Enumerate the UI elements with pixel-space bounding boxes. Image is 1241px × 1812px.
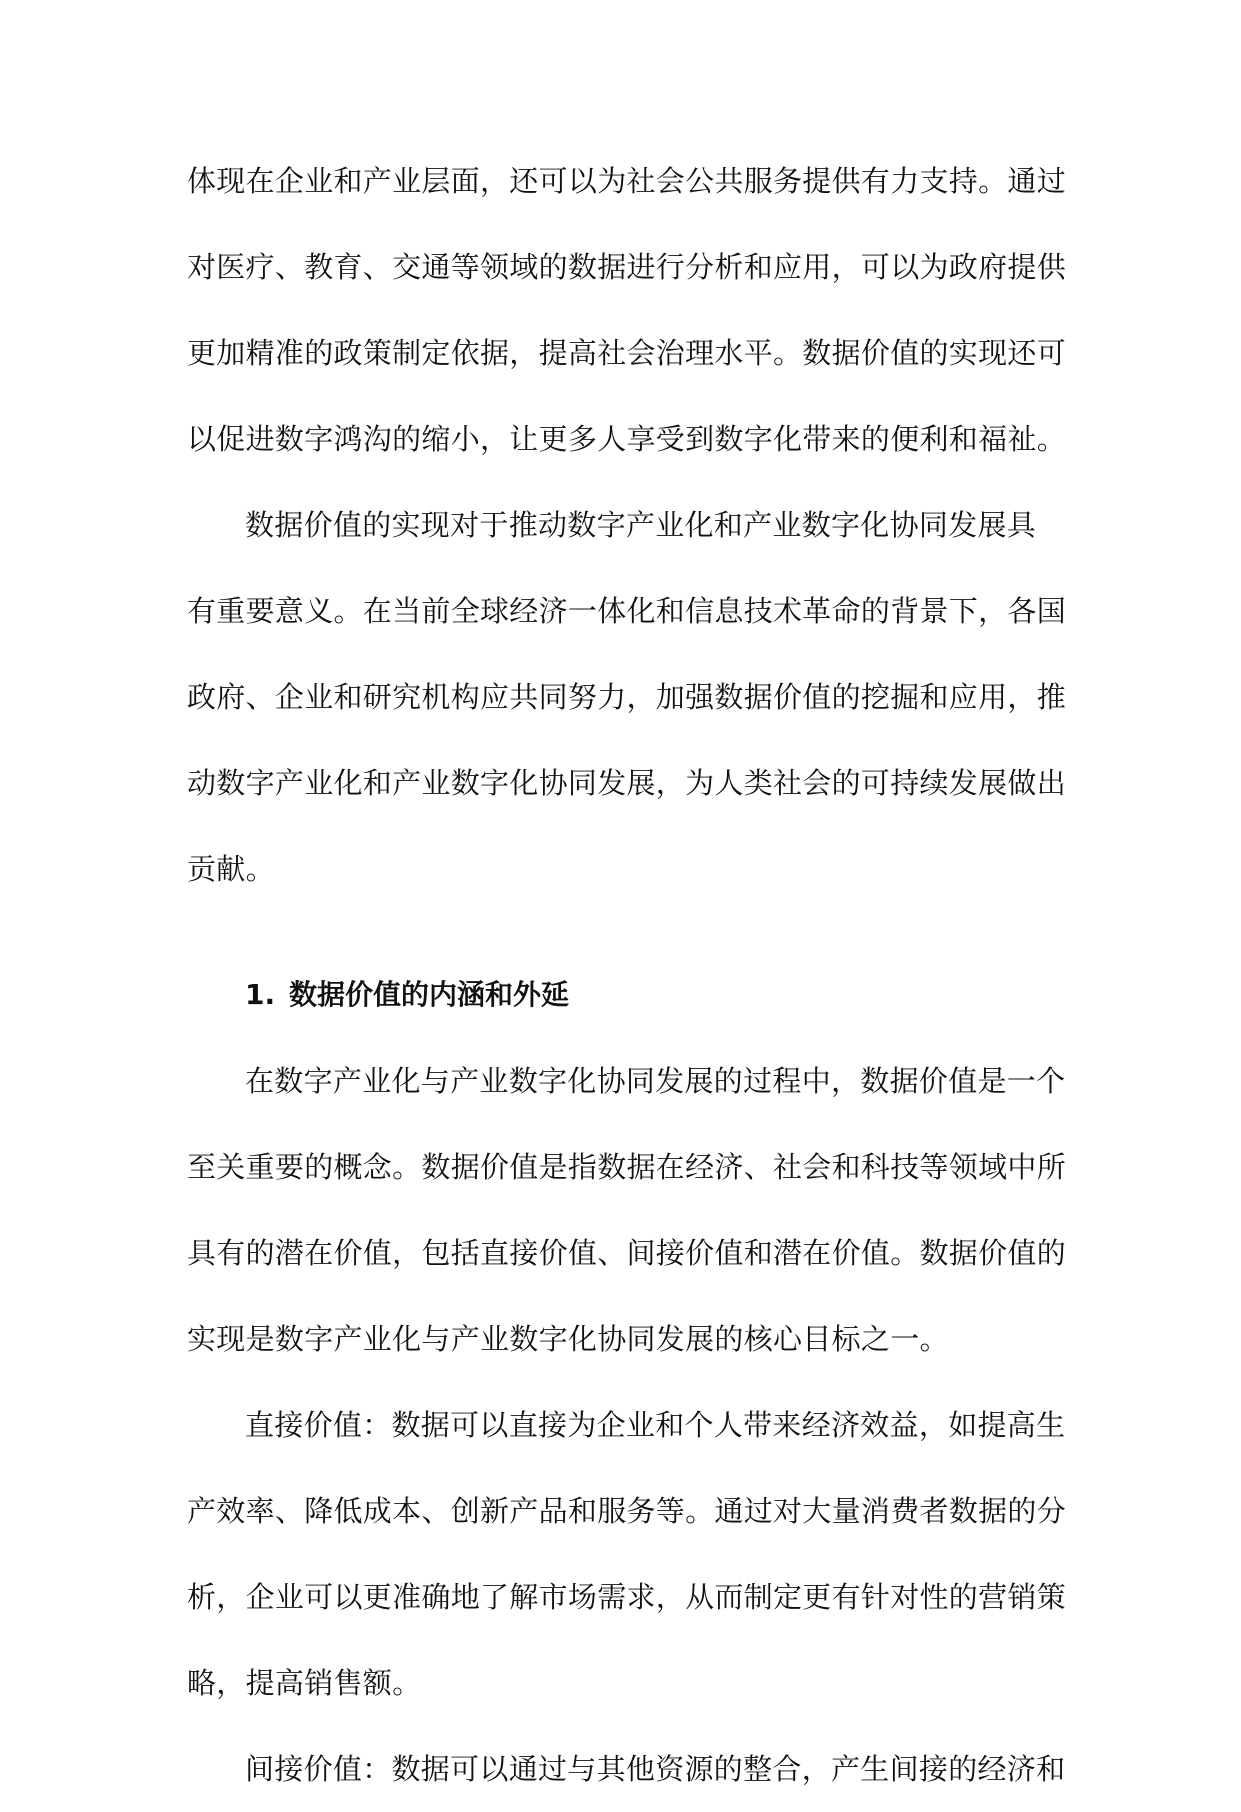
text-line: 以促进数字鸿沟的缩小，让更多人享受到数字化带来的便利和福祉。 <box>187 422 1067 456</box>
section-heading <box>187 952 1057 1038</box>
text-line: 直接价值：数据可以直接为企业和个人带来经济效益，如提高生 <box>245 1408 1066 1442</box>
text-line: 有重要意义。在当前全球经济一体化和信息技术革命的背景下，各国 <box>187 594 1067 628</box>
text-line: 至关重要的概念。数据价值是指数据在经济、社会和科技等领域中所 <box>187 1150 1067 1184</box>
paragraph <box>187 1726 1066 1812</box>
text-line: 间接价值：数据可以通过与其他资源的整合，产生间接的经济和 <box>245 1752 1066 1786</box>
text-line: 略，提高销售额。 <box>187 1666 422 1700</box>
text-line: 对医疗、教育、交通等领域的数据进行分析和应用，可以为政府提供 <box>187 250 1067 284</box>
text-line: 实现是数字产业化与产业数字化协同发展的核心目标之一。 <box>187 1322 949 1356</box>
text-line: 数据价值的实现对于推动数字产业化和产业数字化协同发展具 <box>245 508 1037 542</box>
heading-title: 数据价值的内涵和外延 <box>289 978 570 1011</box>
text-line: 政府、企业和研究机构应共同努力，加强数据价值的挖掘和应用，推 <box>187 680 1067 714</box>
text-line: 具有的潜在价值，包括直接价值、间接价值和潜在价值。数据价值的 <box>187 1236 1067 1270</box>
paragraph <box>187 1038 1067 1382</box>
text-line: 析，企业可以更准确地了解市场需求，从而制定更有针对性的营销策 <box>187 1580 1067 1614</box>
text-line: 动数字产业化和产业数字化协同发展，为人类社会的可持续发展做出 <box>187 766 1067 800</box>
paragraph <box>187 482 1067 912</box>
text-line: 更加精准的政策制定依据，提高社会治理水平。数据价值的实现还可 <box>187 336 1067 370</box>
text-line: 产效率、降低成本、创新产品和服务等。通过对大量消费者数据的分 <box>187 1494 1067 1528</box>
section-spacer <box>187 912 1057 952</box>
text-line: 贡献。 <box>187 852 275 886</box>
document-body <box>187 138 1067 1812</box>
text-line: 体现在企业和产业层面，还可以为社会公共服务提供有力支持。通过 <box>187 164 1067 198</box>
heading-number: 1. <box>245 978 276 1011</box>
paragraph <box>187 1382 1067 1726</box>
paragraph <box>187 138 1067 482</box>
text-line: 在数字产业化与产业数字化协同发展的过程中，数据价值是一个 <box>245 1064 1066 1098</box>
